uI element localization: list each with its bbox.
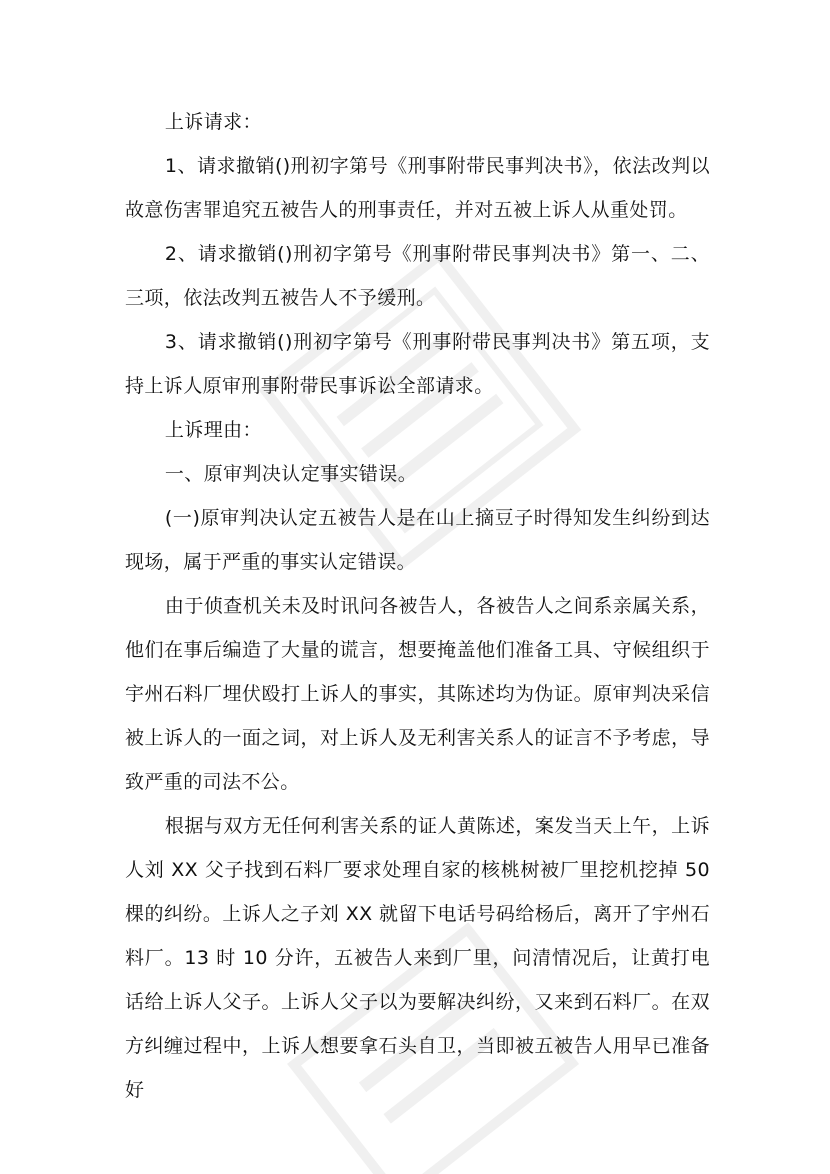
section-heading-appeal-reasons: 上诉理由： bbox=[164, 419, 262, 441]
paragraph: 根据与双方无任何利害关系的证人黄陈述，案发当天上午，上诉人刘 XX 父子找到石料厂要求处理自家的核桃树被厂里挖机挖掉 50 棵的纠纷。上诉人之子刘 XX 就留下电话号码给杨后，离开了宇州石料厂。13 时 10 分许，五被告人来到厂里，问清情况后，让黄打电话给上诉人父子。上诉人父子以为要解决纠纷，又来到石料厂。在双方纠缠过程中，上诉人想要拿石头自卫，当即被五被告人用早已准备好 bbox=[125, 815, 710, 1101]
paragraph: 1、请求撤销()刑初字第号《刑事附带民事判决书》，依法改判以故意伤害罪追究五被告人的刑事责任，并对五被上诉人从重处罚。 bbox=[125, 155, 710, 221]
document-body bbox=[125, 100, 710, 1112]
section-heading-appeal-requests: 上诉请求： bbox=[164, 111, 262, 133]
paragraph: (一)原审判决认定五被告人是在山上摘豆子时得知发生纠纷到达现场，属于严重的事实认定错误。 bbox=[125, 507, 710, 573]
paragraph: 由于侦查机关未及时讯问各被告人，各被告人之间系亲属关系，他们在事后编造了大量的谎言，想要掩盖他们准备工具、守候组织于宇州石料厂埋伏殴打上诉人的事实，其陈述均为伪证。原审判决采信被上诉人的一面之词，对上诉人及无利害关系人的证言不予考虑，导致严重的司法不公。 bbox=[125, 595, 710, 793]
paragraph: 2、请求撤销()刑初字第号《刑事附带民事判决书》第一、二、三项，依法改判五被告人不予缓刑。 bbox=[125, 243, 710, 309]
paragraph: 一、原审判决认定事实错误。 bbox=[164, 463, 418, 485]
paragraph: 3、请求撤销()刑初字第号《刑事附带民事判决书》第五项，支持上诉人原审刑事附带民事诉讼全部请求。 bbox=[125, 331, 710, 397]
